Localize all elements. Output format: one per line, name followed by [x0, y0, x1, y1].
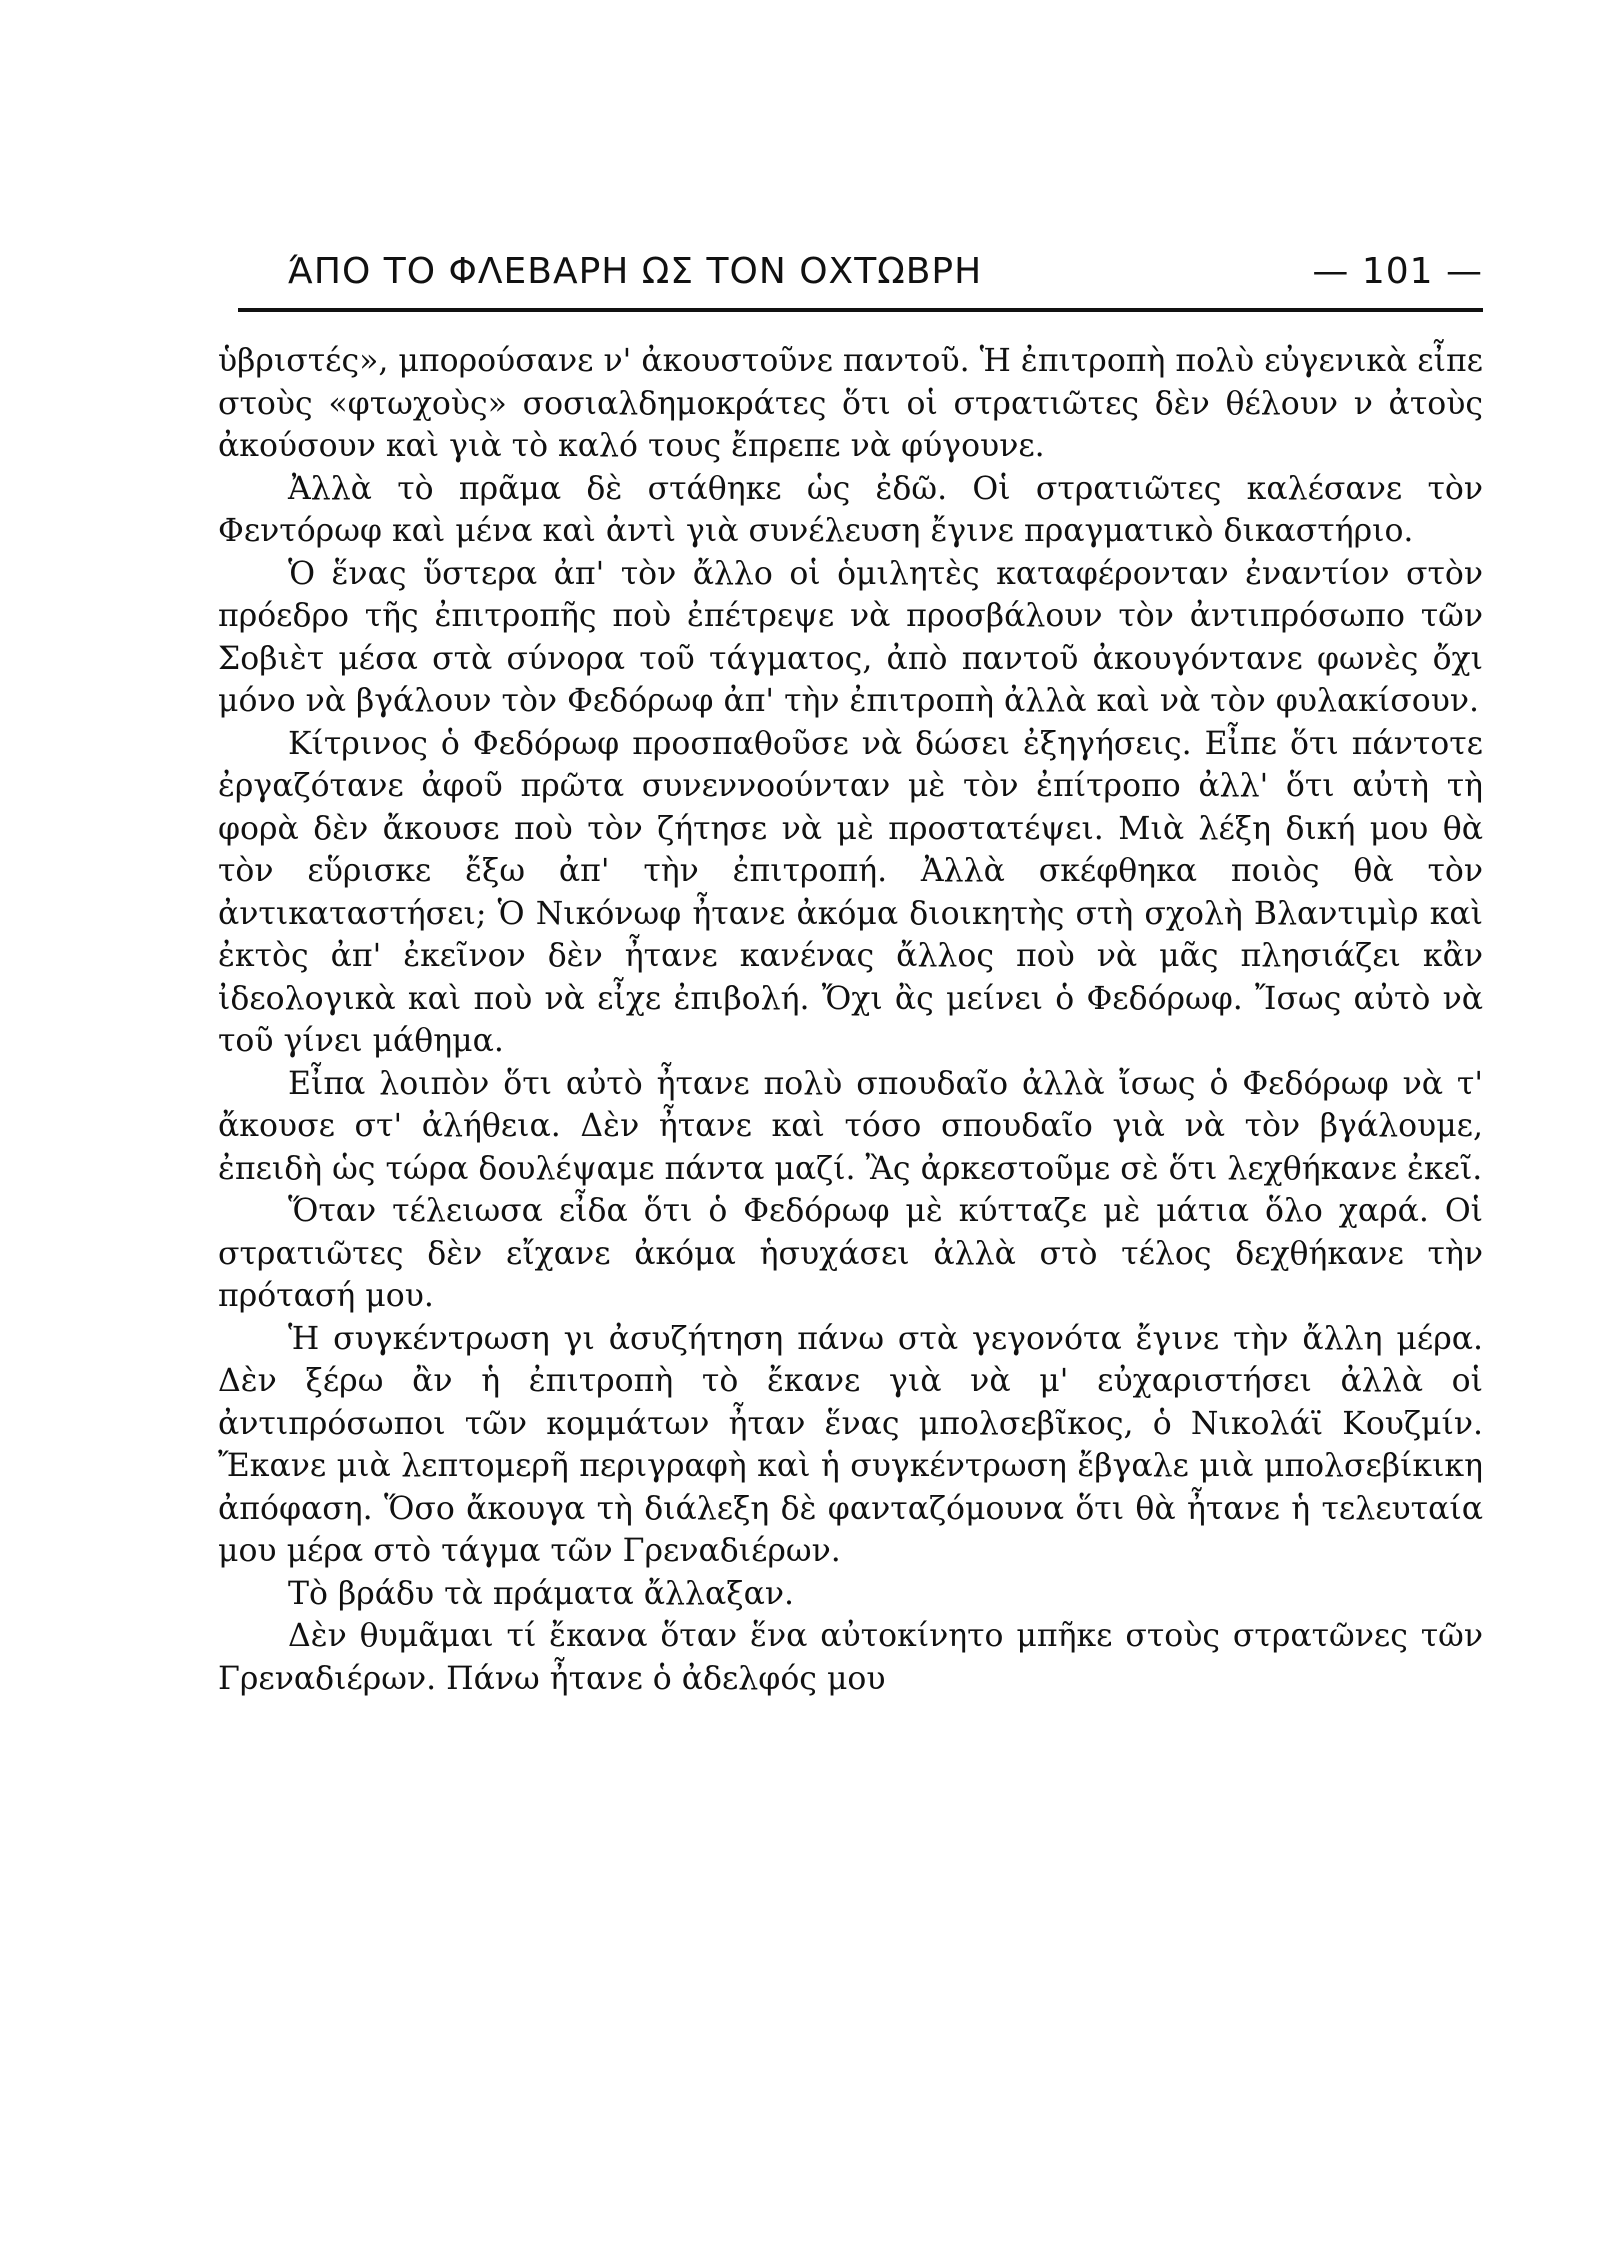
- paragraph: Ὅταν τέλειωσα εἶδα ὅτι ὁ Φεδόρωφ μὲ κύτταζε μὲ μάτια ὅλο χαρά. Οἱ στρατιῶτες δὲν εἴχανε ἀκόμα ἡσυχάσει ἀλλὰ στὸ τέλος δεχθήκανε τὴν πρότασή μου.: [218, 1193, 1483, 1314]
- paragraph: ὑβριστές», μπορούσανε ν' ἀκουστοῦνε παντοῦ. Ἡ ἐπιτροπὴ πολὺ εὐγενικὰ εἶπε στοὺς «φτωχοὺς» σοσιαλδημοκράτες ὅτι οἱ στρατιῶτες δὲν θέλουν ν ἀτοὺς ἀκούσουν καὶ γιὰ τὸ καλό τους ἔπρεπε νὰ φύγουνε.: [218, 343, 1483, 464]
- paragraph: Τὸ βράδυ τὰ πράματα ἄλλαξαν.: [288, 1575, 795, 1612]
- paragraph: Ἀλλὰ τὸ πρᾶμα δὲ στάθηκε ὡς ἐδῶ. Οἱ στρατιῶτες καλέσανε τὸν Φεντόρωφ καὶ μένα καὶ ἀντὶ γιὰ συνέλευση ἔγινε πραγματικὸ δικαστήριο.: [218, 470, 1483, 549]
- paragraph: Κίτρινος ὁ Φεδόρωφ προσπαθοῦσε νὰ δώσει ἐξηγήσεις. Εἶπε ὅτι πάντοτε ἐργαζότανε ἀφοῦ πρῶτα συνεννοούνταν μὲ τὸν ἐπίτροπο ἀλλ' ὅτι αὐτὴ τὴ φορὰ δὲν ἄκουσε ποὺ τὸν ζήτησε νὰ μὲ προστατέψει. Μιὰ λέξη δική μου θὰ τὸν εὕρισκε ἔξω ἀπ' τὴν ἐπιτροπή. Ἀλλὰ σκέφθηκα ποιὸς θὰ τὸν ἀντικαταστήσει; Ὁ Νικόνωφ ἦτανε ἀκόμα διοικητὴς στὴ σχολὴ Βλαντιμὶρ καὶ ἐκτὸς ἀπ' ἐκεῖνον δὲν ἦτανε κανένας ἄλλος ποὺ νὰ μᾶς πλησιάζει κἂν ἰδεολογικὰ καὶ ποὺ νὰ εἶχε ἐπιβολή. Ὄχι ἂς μείνει ὁ Φεδόρωφ. Ἴσως αὐτὸ νὰ τοῦ γίνει μάθημα.: [218, 725, 1483, 1059]
- paragraph: Δὲν θυμᾶμαι τί ἔκανα ὅταν ἕνα αὐτοκίνητο μπῆκε στοὺς στρατῶνες τῶν Γρεναδιέρων. Πάνω ἦτανε ὁ ἀδελφός μου: [218, 1618, 1483, 1697]
- paragraph: Ὁ ἕνας ὕστερα ἀπ' τὸν ἄλλο οἱ ὁμιλητὲς καταφέρονταν ἐναντίον στὸν πρόεδρο τῆς ἐπιτροπῆς ποὺ ἐπέτρεψε νὰ προσβάλουν τὸν ἀντιπρόσωπο τῶν Σοβιὲτ μέσα στὰ σύνορα τοῦ τάγματος, ἀπὸ παντοῦ ἀκουγόντανε φωνὲς ὄχι μόνο νὰ βγάλουν τὸν Φεδόρωφ ἀπ' τὴν ἐπιτροπὴ ἀλλὰ καὶ νὰ τὸν φυλακίσουν.: [218, 555, 1483, 719]
- page-number: — 101 —: [1312, 251, 1483, 292]
- body-text: [218, 340, 1483, 1700]
- running-title: ΆΠΟ ΤΟ ΦΛΕΒΑΡΗ ΩΣ ΤΟΝ ΟΧΤΩΒΡΗ: [288, 251, 983, 292]
- paragraph: Ἡ συγκέντρωση γι ἀσυζήτηση πάνω στὰ γεγονότα ἔγινε τὴν ἄλλη μέρα. Δὲν ξέρω ἂν ἡ ἐπιτροπὴ τὸ ἔκανε γιὰ νὰ μ' εὐχαριστήσει ἀλλὰ οἱ ἀντιπρόσωποι τῶν κομμάτων ἦταν ἕνας μπολσεβῖκος, ὁ Νικολάϊ Κουζμίν. Ἔκανε μιὰ λεπτομερῆ περιγραφὴ καὶ ἡ συγκέντρωση ἔβγαλε μιὰ μπολσεβίκικη ἀπόφαση. Ὅσο ἄκουγα τὴ διάλεξη δὲ φανταζόμουνα ὅτι θὰ ἦτανε ἡ τελευταία μου μέρα στὸ τάγμα τῶν Γρεναδιέρων.: [218, 1320, 1483, 1569]
- running-head: [218, 245, 1483, 295]
- paragraph: Εἶπα λοιπὸν ὅτι αὐτὸ ἦτανε πολὺ σπουδαῖο ἀλλὰ ἴσως ὁ Φεδόρωφ νὰ τ' ἄκουσε στ' ἀλήθεια. Δὲν ἦτανε καὶ τόσο σπουδαῖο γιὰ νὰ τὸν βγάλουμε, ἐπειδὴ ὡς τώρα δουλέψαμε πάντα μαζί. Ἂς ἀρκεστοῦμε σὲ ὅτι λεχθήκανε ἐκεῖ.: [218, 1065, 1483, 1187]
- header-rule: [238, 308, 1483, 312]
